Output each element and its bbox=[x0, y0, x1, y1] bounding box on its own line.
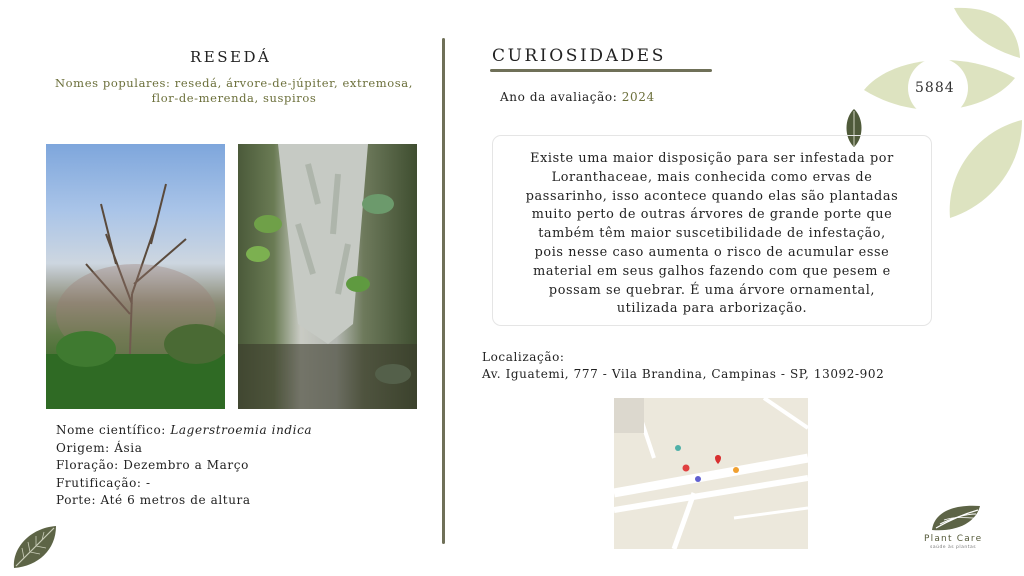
curiosity-line: passarinho, isso acontece quando elas são plantadas bbox=[525, 188, 899, 204]
map-pin-red-small bbox=[683, 465, 690, 472]
leaf-shape-bottom bbox=[950, 120, 1022, 218]
map-pin-orange bbox=[733, 467, 739, 473]
fruiting: Frutificação: - bbox=[56, 475, 151, 490]
popular-names-line-1: Nomes populares: resedá, árvore-de-júpiter, extremosa, bbox=[55, 76, 413, 90]
curiosity-line: também têm maior suscetibilidade de infestação, bbox=[538, 226, 886, 242]
popular-names-line-2: flor-de-merenda, suspiros bbox=[151, 91, 317, 105]
map-illustration bbox=[614, 398, 808, 549]
curiosity-line: muito perto de outras árvores de grande porte que bbox=[531, 207, 893, 223]
plant-care-logo-icon bbox=[930, 502, 982, 532]
curiosity-line: pois nesse caso aumenta o risco de acumular esse bbox=[534, 244, 890, 260]
tree-photo-illustration bbox=[46, 144, 225, 409]
plant-info bbox=[56, 422, 312, 510]
scientific-name-label: Nome científico: bbox=[56, 423, 171, 437]
scientific-name bbox=[56, 422, 312, 440]
column-divider bbox=[442, 38, 445, 544]
title-underline bbox=[490, 69, 712, 72]
plant-id-number: 5884 bbox=[915, 80, 955, 96]
location-label: Localização: bbox=[482, 350, 565, 364]
curiosity-line: utilizada para arborização. bbox=[616, 301, 808, 317]
curiosity-card bbox=[492, 135, 932, 326]
tree-photo bbox=[46, 144, 225, 409]
flowering: Floração: Dezembro a Março bbox=[56, 458, 249, 472]
logo-name: Plant Care bbox=[924, 534, 983, 544]
trunk-photo-illustration bbox=[238, 144, 417, 409]
curiosity-line: Loranthaceae, mais conhecida como ervas de bbox=[551, 169, 873, 185]
location-map[interactable] bbox=[614, 398, 808, 549]
year-label: Ano da avaliação: bbox=[500, 90, 622, 104]
trunk-photo bbox=[238, 144, 417, 409]
origin: Origem: Ásia bbox=[56, 440, 143, 455]
curiosities-title: CURIOSIDADES bbox=[492, 46, 666, 66]
logo-tagline: saúde às plantas bbox=[930, 545, 977, 550]
curiosity-line: Existe uma maior disposição para ser infestada por bbox=[530, 151, 894, 166]
location-address: Av. Iguatemi, 777 - Vila Brandina, Campinas - SP, 13092-902 bbox=[482, 367, 885, 381]
curiosity-line: possam se quebrar. É uma árvore ornamental, bbox=[548, 282, 876, 298]
popular-names bbox=[36, 76, 432, 106]
plant-title: RESEDÁ bbox=[190, 48, 272, 66]
leaf-shape-top bbox=[954, 8, 1020, 58]
year-value: 2024 bbox=[621, 90, 655, 104]
scientific-name-value: Lagerstroemia indica bbox=[170, 423, 313, 437]
map-pin-teal bbox=[675, 445, 681, 451]
evaluation-year bbox=[500, 90, 655, 104]
decorative-leaf-bottom-left bbox=[10, 522, 60, 570]
map-pin-blue bbox=[695, 476, 701, 482]
curiosity-line: material em seus galhos fazendo com que pesem e bbox=[533, 263, 891, 279]
size: Porte: Até 6 metros de altura bbox=[56, 493, 251, 507]
